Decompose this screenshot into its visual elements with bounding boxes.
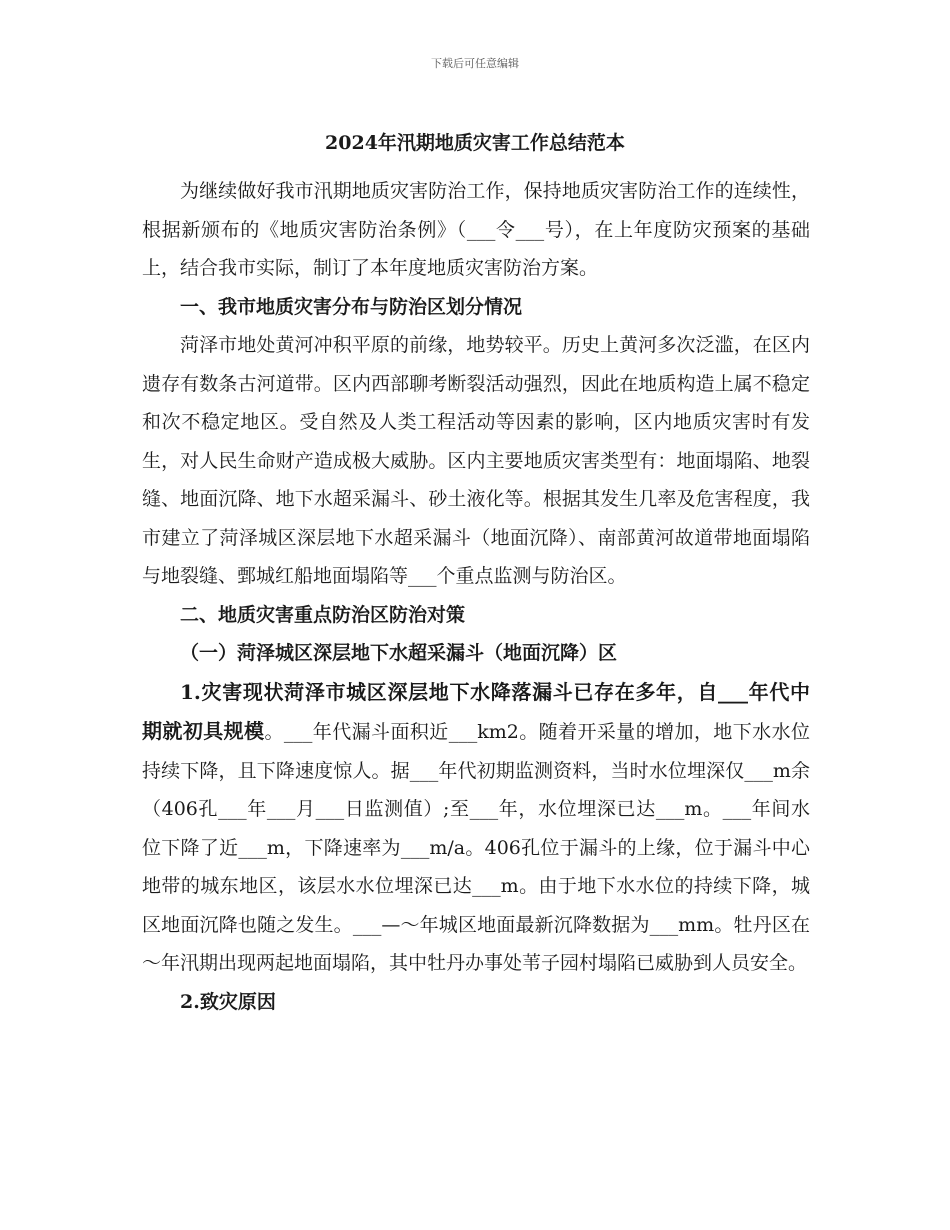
section2-heading: 二、地质灾害重点防治区防治对策 [180, 603, 466, 626]
section1-heading: 一、我市地质灾害分布与防治区划分情况 [180, 295, 523, 318]
subsection1-heading: （一）菏泽城区深层地下水超采漏斗（地面沉降）区 [180, 642, 618, 664]
item1-paragraph [142, 673, 810, 983]
item2-heading: 2.致灾原因 [180, 990, 276, 1013]
item1-body-text: 。___年代漏斗面积近___km2。随着开采量的增加，地下水水位持续下降，且下降速度惊人。据___年代初期监测资料，当时水位埋深仅___m余（406孔___年___月___日监测值）;至___年，水位埋深已达___m。___年间水位下降了近___m，下降速率为___m/a。406孔位于漏斗的上缘，位于漏斗中心地带的城东地区，该层水水位埋深已达___m。由于地下水水位的持续下降，城区地面沉降也随之发生。___—～年城区地面最新沉降数据为___mm。牡丹区在～年汛期出现两起地面塌陷，其中牡丹办事处苇子园村塌陷已威胁到人员安全。 [142, 721, 811, 974]
section1-paragraph: 菏泽市地处黄河冲积平原的前缘，地势较平。历史上黄河多次泛滥，在区内遗存有数条古河道带。区内西部聊考断裂活动强烈，因此在地质构造上属不稳定和次不稳定地区。受自然及人类工程活动等因素的影响，区内地质灾害时有发生，对人民生命财产造成极大威胁。区内主要地质灾害类型有：地面塌陷、地裂缝、地面沉降、地下水超采漏斗、砂土液化等。根据其发生几率及危害程度，我市建立了菏泽城区深层地下水超采漏斗（地面沉降）、南部黄河故道带地面塌陷与地裂缝、鄄城红船地面塌陷等___个重点监测与防治区。 [142, 334, 810, 587]
document-title: 2024年汛期地质灾害工作总结范本 [325, 132, 625, 154]
item1-bold-lead: 1.灾害现状菏泽市城区深层地下水降落漏斗已存在多年，自___年代中期就初具规模 [142, 679, 810, 743]
page-header-note: 下载后可任意编辑 [431, 57, 519, 70]
intro-paragraph: 为继续做好我市汛期地质灾害防治工作，保持地质灾害防治工作的连续性，根据新颁布的《地质灾害防治条例》（___令___号），在上年度防灾预案的基础上，结合我市实际，制订了本年度地质灾害防治方案。 [142, 180, 810, 279]
document-body [142, 172, 810, 1021]
